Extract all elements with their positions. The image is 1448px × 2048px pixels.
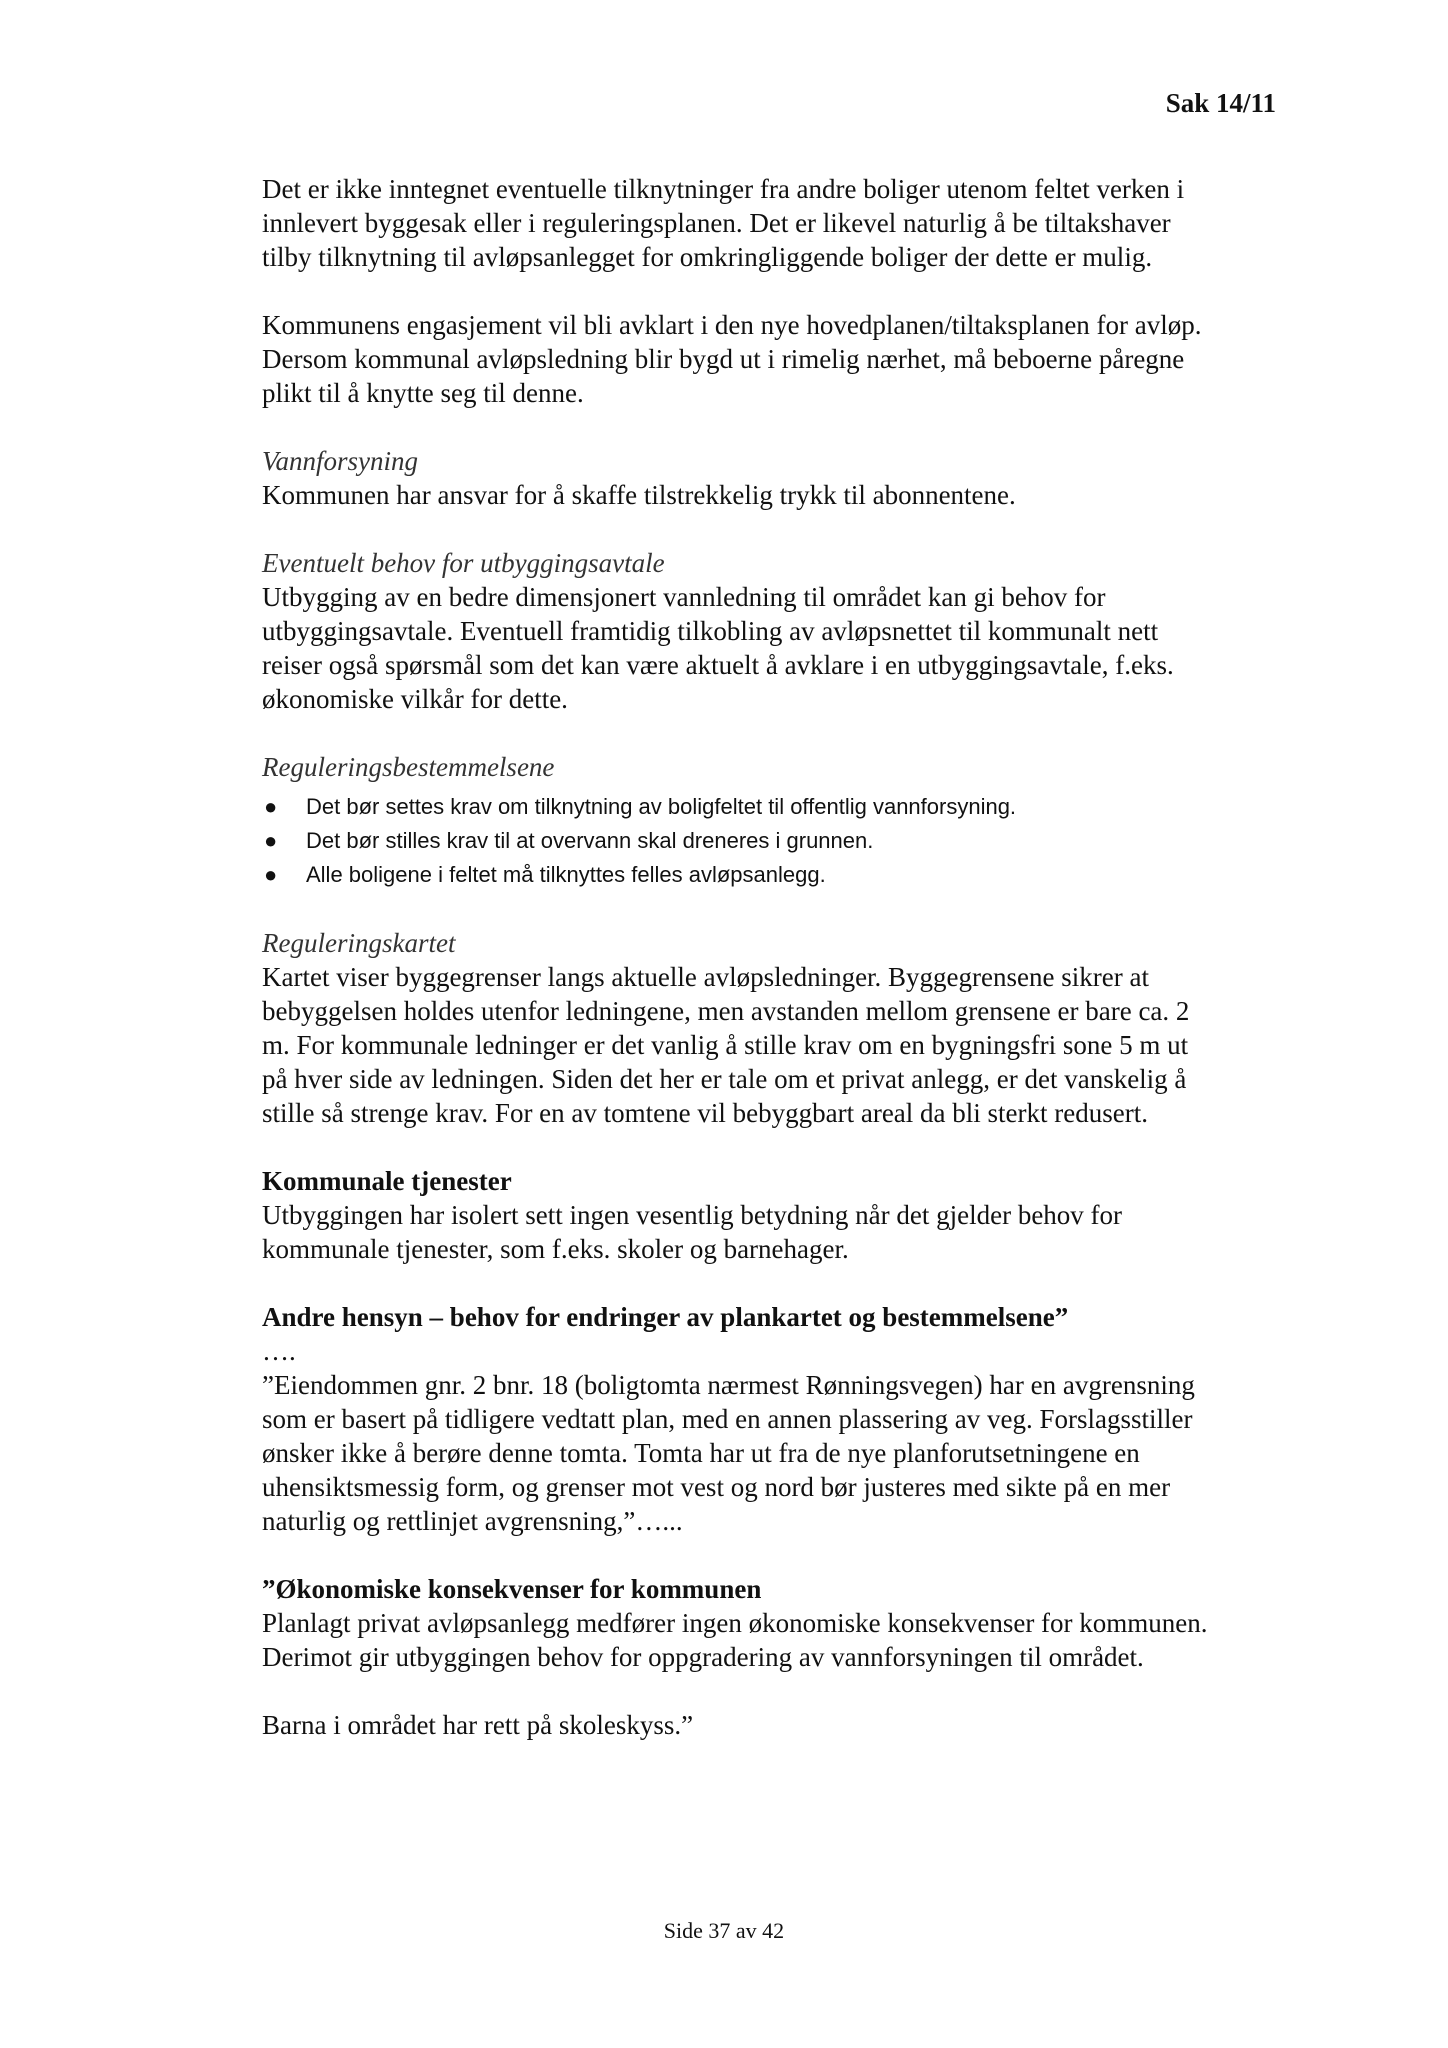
- heading-vannforsyning: Vannforsyning: [262, 446, 419, 476]
- paragraph-okonomiske-konsekvenser: Planlagt privat avløpsanlegg medfører ingen økonomiske konsekvenser for kommunen. Derimot gir utbyggingen behov for oppgradering av vannforsyningen til området.: [262, 1608, 1208, 1672]
- document-body: [262, 172, 1322, 1742]
- paragraph-reguleringskartet: Kartet viser byggegrenser langs aktuelle avløpsledninger. Byggegrensene sikrer at bebyggelsen holdes utenfor ledningene, men avstanden mellom grensene er bare ca. 2 m. For kommunale ledninger er det vanlig å stille krav om en bygningsfri sone 5 m ut på hver side av ledningen. Siden det her er tale om et privat anlegg, er det vanskelig å stille så strenge krav. For en av tomtene vil bebyggbart areal da bli sterkt redusert.: [262, 962, 1190, 1128]
- paragraph-vannforsyning: Kommunen har ansvar for å skaffe tilstrekkelig trykk til abonnentene.: [262, 480, 1016, 510]
- list-item: [262, 824, 1322, 858]
- paragraph-skoleskyss: Barna i området har rett på skoleskyss.”: [262, 1710, 694, 1740]
- heading-andre-hensyn: Andre hensyn – behov for endringer av plankartet og bestemmelsene”: [262, 1302, 1069, 1332]
- paragraph-andre-hensyn: …. ”Eiendommen gnr. 2 bnr. 18 (boligtomta nærmest Rønningsvegen) har en avgrensning som er basert på tidligere vedtatt plan, med en annen plassering av veg. Forslagsstiller ønsker ikke å berøre denne tomta. Tomta har ut fra de nye planforutsetningene en uhensiktsmessig form, og grenser mot vest og nord bør justeres med sikte på en mer naturlig og rettlinjet avgrensning,”…...: [262, 1336, 1195, 1536]
- paragraph-tilknytning: Det er ikke inntegnet eventuelle tilknytninger fra andre boliger utenom feltet verken i innlevert byggesak eller i reguleringsplanen. Det er likevel naturlig å be tiltakshaver tilby tilknytning til avløpsanlegget for omkringliggende boliger der dette er mulig.: [262, 174, 1185, 272]
- heading-reguleringsbestemmelsene: Reguleringsbestemmelsene: [262, 752, 555, 782]
- page-number: Side 37 av 42: [663, 1918, 785, 1943]
- paragraph-utbyggingsavtale: Utbygging av en bedre dimensjonert vannledning til området kan gi behov for utbyggingsavtale. Eventuell framtidig tilkobling av avløpsnettet til kommunalt nett reiser også spørsmål som det kan være aktuelt å avklare i en utbyggingsavtale, f.eks. økonomiske vilkår for dette.: [262, 582, 1174, 714]
- bullet-icon: ●: [264, 794, 278, 819]
- bullet-icon: ●: [264, 862, 278, 887]
- heading-utbyggingsavtale: Eventuelt behov for utbyggingsavtale: [262, 548, 665, 578]
- bullet-icon: ●: [264, 828, 278, 853]
- paragraph-kommunale-tjenester: Utbyggingen har isolert sett ingen vesentlig betydning når det gjelder behov for kommunale tjenester, som f.eks. skoler og barnehager.: [262, 1200, 1123, 1264]
- case-number: Sak 14/11: [1165, 88, 1276, 118]
- heading-okonomiske-konsekvenser: ”Økonomiske konsekvenser for kommunen: [262, 1574, 762, 1604]
- heading-kommunale-tjenester: Kommunale tjenester: [262, 1166, 512, 1196]
- list-item-text: Det bør settes krav om tilknytning av boligfeltet til offentlig vannforsyning.: [306, 794, 1017, 819]
- bullet-list: [262, 790, 1322, 892]
- list-item-text: Alle boligene i feltet må tilknyttes felles avløpsanlegg.: [306, 862, 826, 887]
- list-item-text: Det bør stilles krav til at overvann skal dreneres i grunnen.: [306, 828, 874, 853]
- heading-reguleringskartet: Reguleringskartet: [262, 928, 456, 958]
- list-item: [262, 858, 1322, 892]
- list-item: [262, 790, 1322, 824]
- paragraph-kommunens-engasjement: Kommunens engasjement vil bli avklart i den nye hovedplanen/tiltaksplanen for avløp. Dersom kommunal avløpsledning blir bygd ut i rimelig nærhet, må beboerne påregne plikt til å knytte seg til denne.: [262, 310, 1202, 408]
